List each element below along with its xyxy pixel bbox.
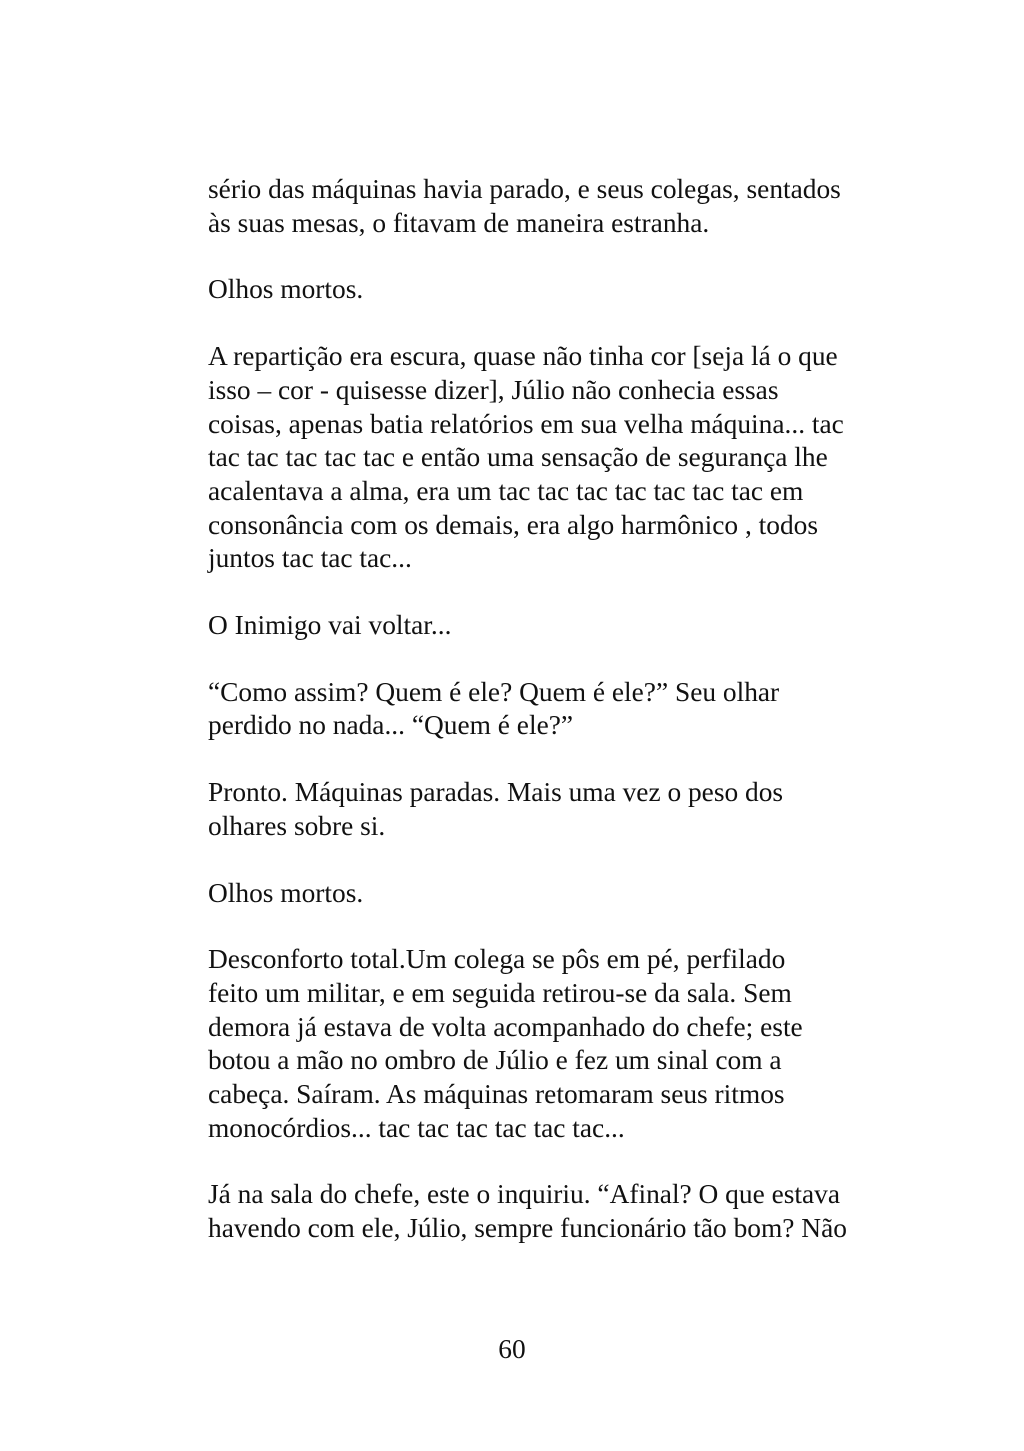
paragraph-4: O Inimigo vai voltar...	[208, 610, 452, 641]
page-body	[208, 173, 908, 1279]
paragraph-9: Já na sala do chefe, este o inquiriu. “Afinal? O que estava havendo com ele, Júlio, sempre funcionário tão bom? Não	[208, 1179, 847, 1244]
paragraph-3: A repartição era escura, quase não tinha cor [seja lá o que isso – cor - quisesse dizer], Júlio não conhecia essas coisas, apenas batia relatórios em sua velha máquina... tac tac tac tac tac tac e então uma sensação de segurança lhe acalentava a alma, era um tac tac tac tac tac tac tac em consonância com os demais, era algo harmônico , todos juntos tac tac tac...	[208, 341, 844, 574]
paragraph-7: Olhos mortos.	[208, 877, 364, 908]
paragraph-6: Pronto. Máquinas paradas. Mais uma vez o peso dos olhares sobre si.	[208, 777, 784, 841]
paragraph-2: Olhos mortos.	[208, 274, 364, 305]
paragraph-1: sério das máquinas havia parado, e seus colegas, sentados às suas mesas, o fitavam de maneira estranha.	[208, 174, 841, 238]
paragraph-5: “Como assim? Quem é ele? Quem é ele?” Seu olhar perdido no nada... “Quem é ele?”	[208, 676, 780, 741]
paragraph-8: Desconforto total.Um colega se pôs em pé, perfilado feito um militar, e em seguida retirou-se da sala. Sem demora já estava de volta acompanhado do chefe; este botou a mão no ombro de Júlio e fez um sinal com a cabeça. Saíram. As máquinas retomaram seus ritmos monocórdios... tac tac tac tac tac tac...	[208, 944, 803, 1143]
page-number: 60	[498, 1334, 526, 1364]
